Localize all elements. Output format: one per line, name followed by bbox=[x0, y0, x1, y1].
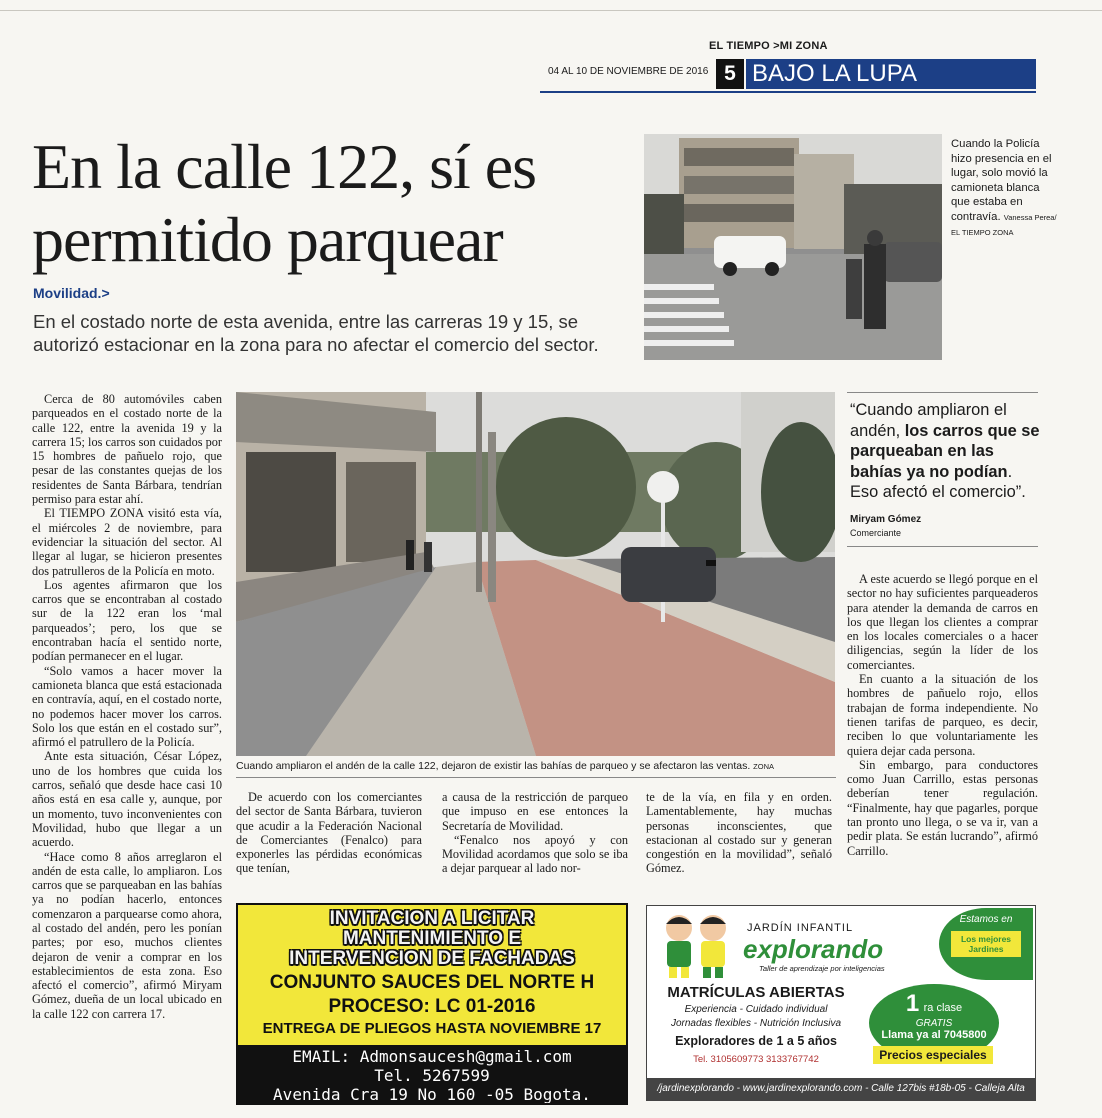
ad-offer-label: ra clase bbox=[923, 1002, 963, 1014]
ad-line: PROCESO: LC 01-2016 bbox=[328, 996, 536, 1017]
street-photo-police bbox=[644, 134, 942, 360]
paragraph: te de la vía, en fila y en orden. Lamentablemente, hay muchas personas inconscientes, que estacionan al costado sur y generan congestión en la movilidad”, señaló Gómez. bbox=[646, 790, 832, 876]
paragraph: A este acuerdo se llegó porque en el sector no hay suficientes parqueaderos para atender la demanda de carros en los que llegan los clientes a comprar en los locales comerciales o a hacer diligencias, según la líder de los comerciantes. bbox=[847, 572, 1038, 672]
ad-offer-number: 1 bbox=[905, 990, 920, 1017]
sidewalk-photo bbox=[236, 392, 835, 756]
body-column-4 bbox=[646, 790, 832, 876]
ad-enrollment: MATRÍCULAS ABIERTAS bbox=[667, 984, 845, 1001]
ad-ages: Exploradores de 1 a 5 años bbox=[675, 1034, 837, 1048]
ad-badge-top: Estamos en bbox=[959, 914, 1013, 925]
paragraph: Los agentes afirmaron que los carros que se encontraban al costado sur de la 122 eran los ‘mal parqueados’; pero, los que se encontraban hacía el sentido norte, podían permanecer en el lugar. bbox=[32, 577, 222, 664]
headline-line-2: permitido parquear bbox=[32, 204, 503, 275]
publication-brand: EL TIEMPO >MI ZONA bbox=[709, 40, 828, 52]
pullquote-author: Miryam Gómez bbox=[850, 514, 922, 525]
ad-phone: Tel. 5267599 bbox=[374, 1066, 490, 1085]
pullquote bbox=[850, 400, 1040, 503]
body-column-5 bbox=[847, 572, 1038, 858]
pullquote-rule-top bbox=[847, 392, 1038, 393]
ad-offer-call: Llama ya al 7045800 bbox=[881, 1029, 987, 1041]
ad-tagline: Taller de aprendizaje por inteligencias bbox=[759, 964, 885, 973]
ad-line: INVITACION A LICITAR bbox=[329, 908, 535, 929]
ad-email: EMAIL: Admonsaucesh@gmail.com bbox=[292, 1047, 572, 1066]
ad-offer-free: GRATIS bbox=[915, 1018, 953, 1029]
kids-illustration-icon bbox=[657, 910, 737, 980]
ad-sauces-del-norte bbox=[236, 903, 628, 1105]
ad-school-type: JARDÍN INFANTIL bbox=[747, 922, 854, 934]
body-column-1 bbox=[32, 392, 222, 1021]
ad-jardin-explorando bbox=[646, 905, 1036, 1101]
ad-badge-ranking: Los mejores Jardines bbox=[951, 931, 1021, 957]
caption-rule bbox=[236, 777, 836, 778]
ad-address: Avenida Cra 19 No 160 -05 Bogota. bbox=[273, 1085, 591, 1104]
ad-footer: /jardinexplorando - www.jardinexplorando.com - Calle 127bis #18b-05 - Calleja Alta bbox=[647, 1078, 1035, 1100]
ad-line: ENTREGA DE PLIEGOS HASTA NOVIEMBRE 17 bbox=[262, 1020, 602, 1037]
paragraph: Ante esta situación, César López, uno de los hombres que cuida los carros, señaló que desde hace casi 10 años está en esa calle y, aunque, por un momento, tuvo inconvenientes con Movilidad, hubo que llegar a un acuerdo. bbox=[32, 749, 222, 850]
paragraph: El TIEMPO ZONA visitó esta vía, el miércoles 2 de noviembre, para evidenciar la situación del sector. Al llegar al lugar, se hicieron presentes dos patrulleros de la Policía en moto. bbox=[32, 506, 222, 578]
issue-date: 04 AL 10 DE NOVIEMBRE DE 2016 bbox=[548, 66, 709, 77]
ad-features: Experiencia - Cuidado individual bbox=[684, 1004, 828, 1015]
paragraph: a causa de la restricción de parqueo que impuso en ese entonces la Secretaría de Movilidad. bbox=[442, 790, 628, 833]
photo-credit: ZONA bbox=[753, 762, 775, 771]
pullquote-rule-bottom bbox=[847, 546, 1038, 547]
headline-line-1: En la calle 122, sí es bbox=[32, 131, 537, 202]
paragraph: “Hace como 8 años arreglaron el andén de esta calle, lo ampliaron. Los carros que se parqueaban en las bahías ya no podían hacerlo, entonces comenzaron a parquearse como ahora, al costado del andén, pero les ponían partes; por eso, muchos clientes dejaron de venir a comprar en los establecimientos de esta zona. Eso afectó el comercio”, afirmó Miryam Gómez, dueña de un local ubicado en la calle 122 con carrera 17. bbox=[32, 849, 222, 1021]
top-rule bbox=[0, 10, 1102, 11]
caption-text: Cuando la Policía hizo presencia en el lugar, solo movió la camioneta blanca que estaba en contravía. bbox=[951, 138, 1052, 223]
photo-credit: Vanessa Perea/ EL TIEMPO ZONA bbox=[951, 212, 1057, 237]
paragraph: De acuerdo con los comerciantes del sector de Santa Bárbara, tuvieron que acudir a la Federación Nacional de Comerciantes (Fenalco) para exponerles las pérdidas económicas que tenían, bbox=[236, 790, 422, 876]
ad-contact-band bbox=[238, 1045, 626, 1105]
pullquote-text: “Cuando ampliaron el andén, bbox=[850, 401, 1007, 440]
section-name: BAJO LA LUPA bbox=[746, 59, 1036, 89]
paragraph: En cuanto a la situación de los hombres de pañuelo rojo, ellos trabajan de forma independiente. No tienen tarifas de parqueo, es decir, reciben lo que voluntariamente les quiera dejar cada persona. bbox=[847, 672, 1038, 758]
pullquote-text: . Eso afectó el comercio”. bbox=[850, 462, 1026, 501]
paragraph: Cerca de 80 automóviles caben parqueados en el costado norte de la calle 122, entre la avenida 19 y la carrera 15; los carros son cuidados por 15 hombres de pañuelo rojo, que pesar de las constantes quejas de los residentes de Santa Bárbara, tendrían permiso para estar ahí. bbox=[32, 392, 222, 507]
ad-features: Jornadas flexibles - Nutrición Inclusiva bbox=[670, 1018, 842, 1029]
ad-prices: Precios especiales bbox=[873, 1046, 993, 1064]
section-rule bbox=[540, 91, 1036, 93]
ad-line: INTERVENCION DE FACHADAS bbox=[289, 948, 575, 969]
section-kicker: Movilidad.> bbox=[33, 285, 110, 301]
ad-line: CONJUNTO SAUCES DEL NORTE H bbox=[269, 972, 595, 993]
caption-text: Cuando ampliaron el andén de la calle 122, dejaron de existir las bahías de parqueo y se afectaron las ventas. bbox=[236, 760, 751, 772]
pullquote-role: Comerciante bbox=[850, 528, 902, 538]
paragraph: Sin embargo, para conductores como Juan Carrillo, estas personas deberían tener regulación. “Finalmente, hay que pagarles, porque tan pronto uno llega, o se va ir, van a pedir plata. Se están lucrando”, afirmó Carrillo. bbox=[847, 757, 1038, 858]
photo-caption-police bbox=[951, 137, 1061, 241]
article-deck: En el costado norte de esta avenida, entre las carreras 19 y 15, se autorizó estacionar en la zona para no afectar el comercio del sector. bbox=[33, 311, 599, 355]
photo-caption-sidewalk bbox=[236, 760, 836, 772]
body-column-2 bbox=[236, 790, 422, 876]
section-number: 5 bbox=[716, 59, 744, 89]
body-column-3 bbox=[442, 790, 628, 876]
headline bbox=[32, 130, 622, 276]
ad-phones: Tel. 3105609773 3133767742 bbox=[693, 1054, 819, 1065]
paragraph: “Solo vamos a hacer mover la camioneta blanca que está estacionada en contravía, aquí, en el costado norte, no podemos hacer mover los carros. Solo los que están en el costado sur”, afirmó el patrullero de la Policía. bbox=[32, 663, 222, 750]
ad-school-name: explorando bbox=[743, 934, 884, 964]
ad-badge bbox=[939, 908, 1033, 980]
pullquote-emphasis: los carros que se parqueaban en las bahías ya no podían bbox=[850, 421, 1040, 481]
ad-line: MANTENIMIENTO E bbox=[342, 928, 522, 949]
paragraph: “Fenalco nos apoyó y con Movilidad acordamos que solo se iba a dejar parquear al lado nor- bbox=[442, 832, 628, 876]
